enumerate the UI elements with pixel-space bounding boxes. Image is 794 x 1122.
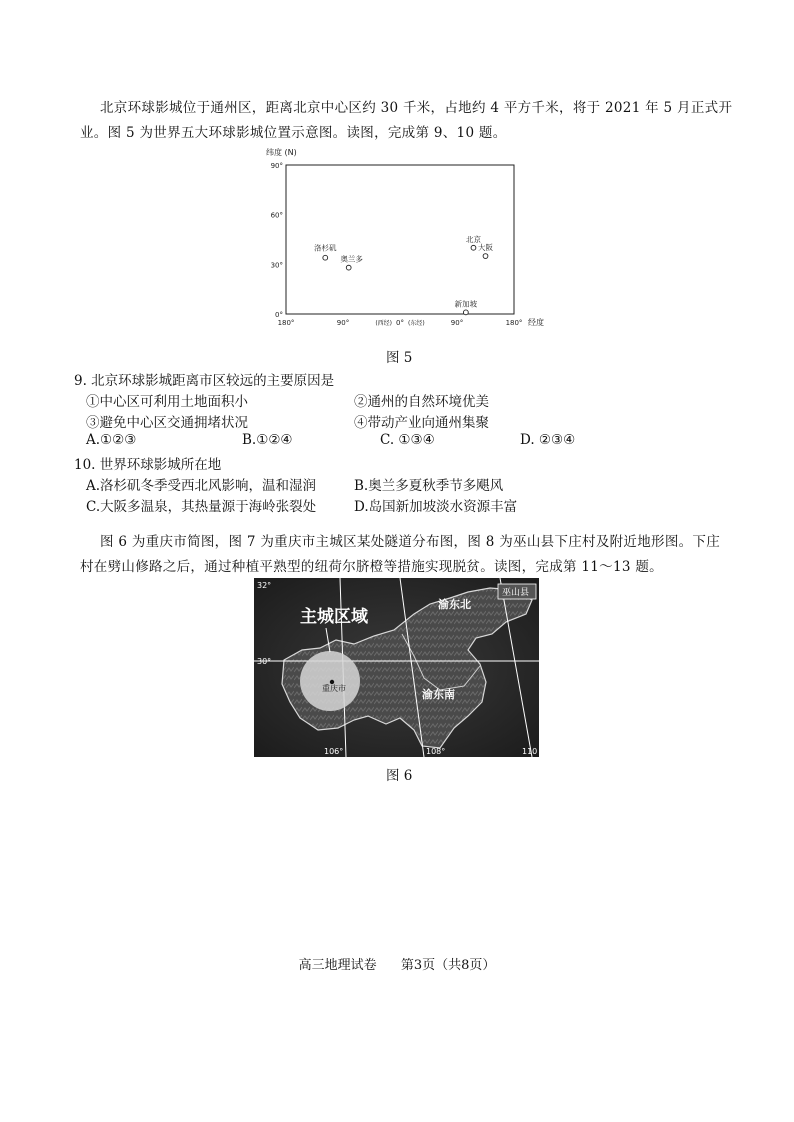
- city-point: [463, 310, 468, 315]
- map-lon-label-108: 108°: [426, 747, 446, 756]
- q9-item-2: ②通州的自然环境优美: [354, 394, 489, 410]
- map-lon-label-106: 106°: [324, 747, 344, 756]
- q10-option-d: D.岛国新加坡淡水资源丰富: [354, 499, 518, 515]
- figure-6-caption: 图 6: [386, 768, 413, 784]
- map-region-ne: 渝东北: [438, 598, 471, 611]
- q9-item-1: ①中心区可利用土地面积小: [86, 394, 248, 410]
- map-region-se: 渝东南: [422, 688, 455, 701]
- chongqing-map-graphic: [254, 578, 539, 757]
- q9-option-c: C. ①③④: [380, 432, 435, 448]
- intro-1-line-1: 北京环球影城位于通州区，距离北京中心区约 30 千米，占地约 4 平方千米，将于 2021 年 5 月正式开: [100, 100, 733, 116]
- x-axis-label: 经度: [528, 318, 544, 327]
- page-footer: [0, 954, 794, 973]
- y-axis-label: 纬度 (N): [266, 148, 297, 157]
- intro-paragraph-2: [80, 530, 740, 580]
- city-point-label: 奥兰多: [340, 254, 363, 264]
- x-hemisphere-east: (东经): [408, 320, 425, 327]
- map-lat-label-32: 32°: [257, 581, 272, 590]
- figure-5-caption: 图 5: [386, 350, 413, 366]
- map-lat-label-30: 30°: [257, 657, 272, 666]
- x-tick-label: 90°: [336, 319, 350, 327]
- city-point-label: 洛杉矶: [314, 243, 337, 253]
- map-county-label: 巫山县: [502, 588, 530, 598]
- city-point-label: 大阪: [478, 243, 493, 253]
- figure-5-chart: [262, 143, 562, 338]
- map-lon-label-110: 110: [522, 747, 538, 756]
- intro-1-line-2: 业。图 5 为世界五大环球影城位置示意图。读图，完成第 9、10 题。: [80, 125, 507, 141]
- city-point: [483, 254, 488, 259]
- q9-item-3: ③避免中心区交通拥堵状况: [86, 415, 248, 431]
- intro-2-line-1: 图 6 为重庆市简图，图 7 为重庆市主城区某处隧道分布图，图 8 为巫山县下庄村及附近地形图。下庄: [100, 534, 721, 550]
- city-point: [323, 255, 328, 260]
- y-tick-label: 90°: [270, 162, 283, 170]
- q10-option-a: A.洛杉矶冬季受西北风影响，温和湿润: [86, 478, 317, 494]
- footer-page-number: 第3页（共8页）: [400, 958, 496, 973]
- q9-option-d: D. ②③④: [520, 432, 576, 448]
- intro-paragraph-1: [80, 96, 740, 146]
- q9-option-b: B.①②④: [242, 432, 293, 448]
- q10-option-b: B.奥兰多夏秋季节多飓风: [354, 478, 504, 494]
- q10-option-c: C.大阪多温泉，其热量源于海岭张裂处: [86, 499, 317, 515]
- city-point-label: 新加坡: [454, 299, 478, 309]
- q9-stem: 9. 北京环球影城距离市区较远的主要原因是: [74, 373, 335, 389]
- main-urban-circle: [300, 651, 360, 711]
- y-tick-label: 30°: [270, 261, 283, 270]
- city-point: [471, 245, 476, 250]
- x-tick-label: 180°: [505, 319, 523, 327]
- q9-option-a: A.①②③: [86, 432, 137, 448]
- map-main-label: 主城区域: [300, 607, 368, 627]
- city-point: [346, 265, 351, 270]
- intro-2-line-2: 村在劈山修路之后，通过种植平熟型的纽荷尔脐橙等措施实现脱贫。读图，完成第 11～13 题。: [80, 559, 663, 575]
- x-tick-label: 180°: [277, 319, 295, 327]
- map-city-label: 重庆市: [322, 684, 346, 693]
- city-point-label: 北京: [465, 234, 481, 244]
- q10-stem: 10. 世界环球影城所在地: [74, 457, 222, 473]
- x-tick-label: 90°: [450, 319, 464, 327]
- q9-item-4: ④带动产业向通州集聚: [354, 415, 489, 431]
- figure-6-map: [254, 578, 539, 757]
- y-tick-label: 60°: [270, 211, 283, 220]
- x-hemisphere-west: (西经): [375, 320, 392, 327]
- x-tick-label: 0°: [396, 319, 404, 327]
- y-tick-label: 0°: [275, 311, 283, 319]
- footer-subject: 高三地理试卷: [298, 958, 377, 973]
